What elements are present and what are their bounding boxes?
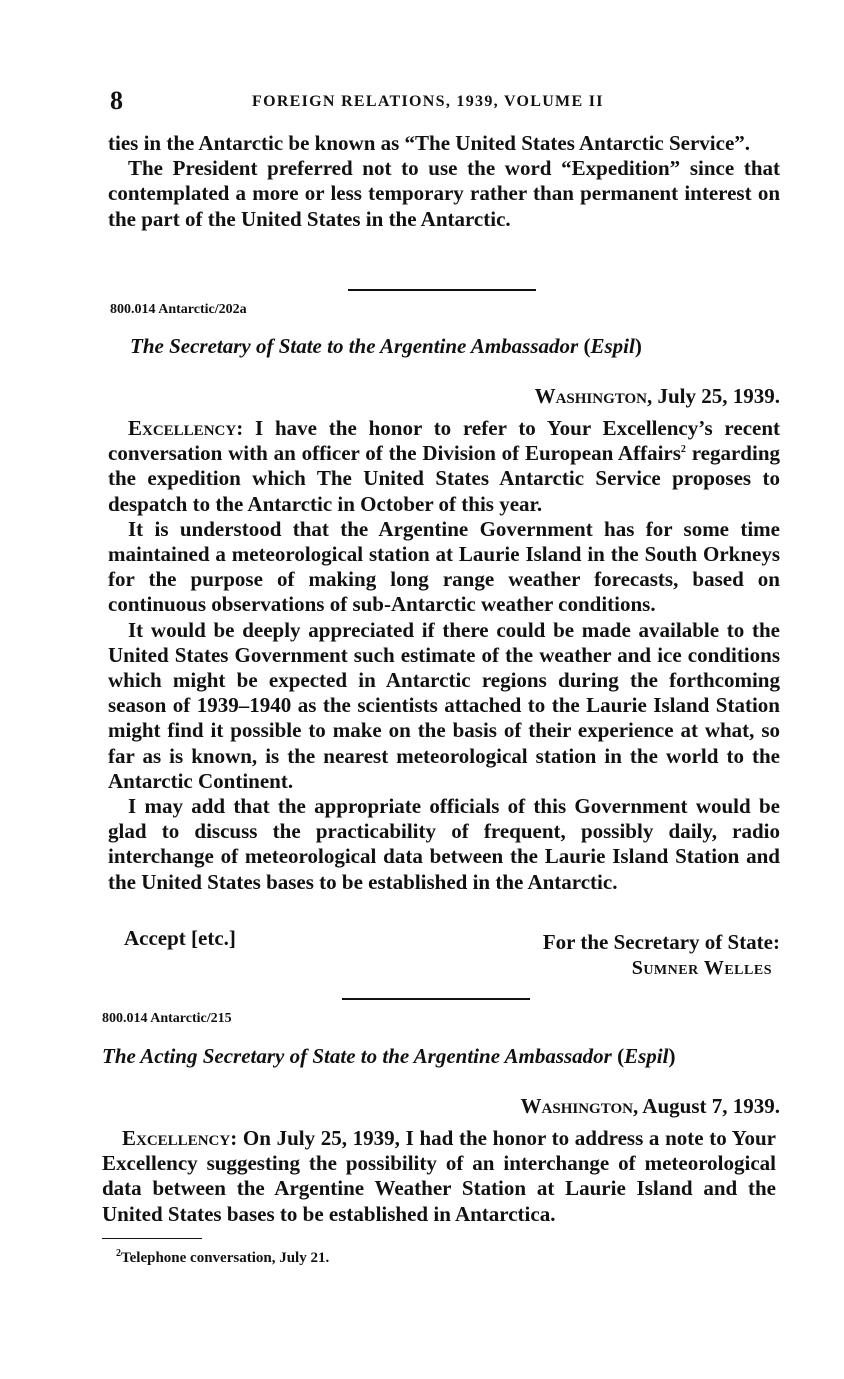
letter-body-1 [108,416,780,895]
closing: Accept [etc.] [124,926,236,950]
footnote [116,1250,329,1267]
title-paren-open: ( [583,334,591,358]
letter-1-paragraph-2: It is understood that the Argentine Government has for some time maintained a meteorological station at Laurie Island in the South Orkneys for the purpose of making long range weather forecasts, based on continuous observations of sub-Antarctic weather conditions. [108,516,780,617]
title-name: Espil [590,334,635,358]
title-paren-open: ( [617,1044,625,1068]
signature: Sumner Welles [631,957,772,979]
running-head: FOREIGN RELATIONS, 1939, VOLUME II [252,93,604,110]
footnote-reference: 2 [680,444,686,456]
letter-1-paragraph-1-b: regarding the expedition which The United States Antarctic Service proposes to despatch to the Antarctic in October of this year. [108,441,780,516]
salutation: Excellency: [122,1126,238,1150]
section-divider [342,998,530,1000]
document-title-1 [130,334,642,359]
page-header [110,86,780,118]
footnote-marker: 2 [116,1248,121,1259]
dateline-1 [535,384,780,409]
dateline-date: August 7, 1939. [642,1094,780,1118]
dateline-place: Washington, [520,1094,639,1118]
dateline-date: July 25, 1939. [657,384,780,408]
file-number-2: 800.014 Antarctic/215 [102,1011,232,1026]
letter-2-paragraph-1-text: On July 25, 1939, I had the honor to address a note to Your Excellency suggesting the possibility of an interchange of meteorological data between the Argentine Weather Station at Laurie Island and the United States bases to be established in Antarctica. [102,1126,777,1226]
letter-2-paragraph-1 [102,1126,776,1227]
page-number: 8 [110,86,123,115]
title-name: Espil [624,1044,669,1068]
letter-1-paragraph-1 [108,416,780,517]
section-divider [348,289,536,291]
dateline-2 [521,1094,780,1119]
document-title-2 [102,1044,675,1069]
letter-1-paragraph-1-a: I have the honor to refer to Your Excellency’s recent conversation with an officer of the Division of European Affairs [108,416,781,466]
intro-paragraph-2: The President preferred not to use the word “Expedition” since that contemplated a more or less temporary rather than permanent interest on the part of the United States in the Antarctic. [108,156,780,231]
title-paren-close: ) [634,334,642,358]
document-title-2-text: The Acting Secretary of State to the Argentine Ambassador [102,1044,612,1068]
dateline-place: Washington, [534,384,653,408]
footnote-text: Telephone conversation, July 21. [121,1250,330,1266]
file-number-1: 800.014 Antarctic/202a [110,302,247,317]
intro-text [108,131,780,232]
intro-paragraph-1: ties in the Antarctic be known as “The United States Antarctic Service”. [108,131,751,155]
letter-1-paragraph-4: I may add that the appropriate officials of this Government would be glad to discuss the practicability of frequent, possibly daily, radio interchange of meteorological data between the Laurie Island Station and the United States bases to be established in the Antarctic. [108,794,780,894]
footnote-rule [102,1238,202,1239]
salutation: Excellency: [128,416,244,440]
letter-1-paragraph-3: It would be deeply appreciated if there could be made available to the United States Government such estimate of the weather and ice conditions which might be expected in Antarctic regions during the forthcoming season of 1939–1940 as the scientists attached to the Laurie Island Station might find it possible to make on the basis of their experience at what, so far as is known, is the nearest meteorological station in the world to the Antarctic Continent. [108,617,780,793]
title-paren-close: ) [668,1044,676,1068]
letter-body-2 [102,1126,776,1227]
for-secretary-line: For the Secretary of State: [542,930,780,954]
document-title-1-text: The Secretary of State to the Argentine Ambassador [130,334,579,358]
